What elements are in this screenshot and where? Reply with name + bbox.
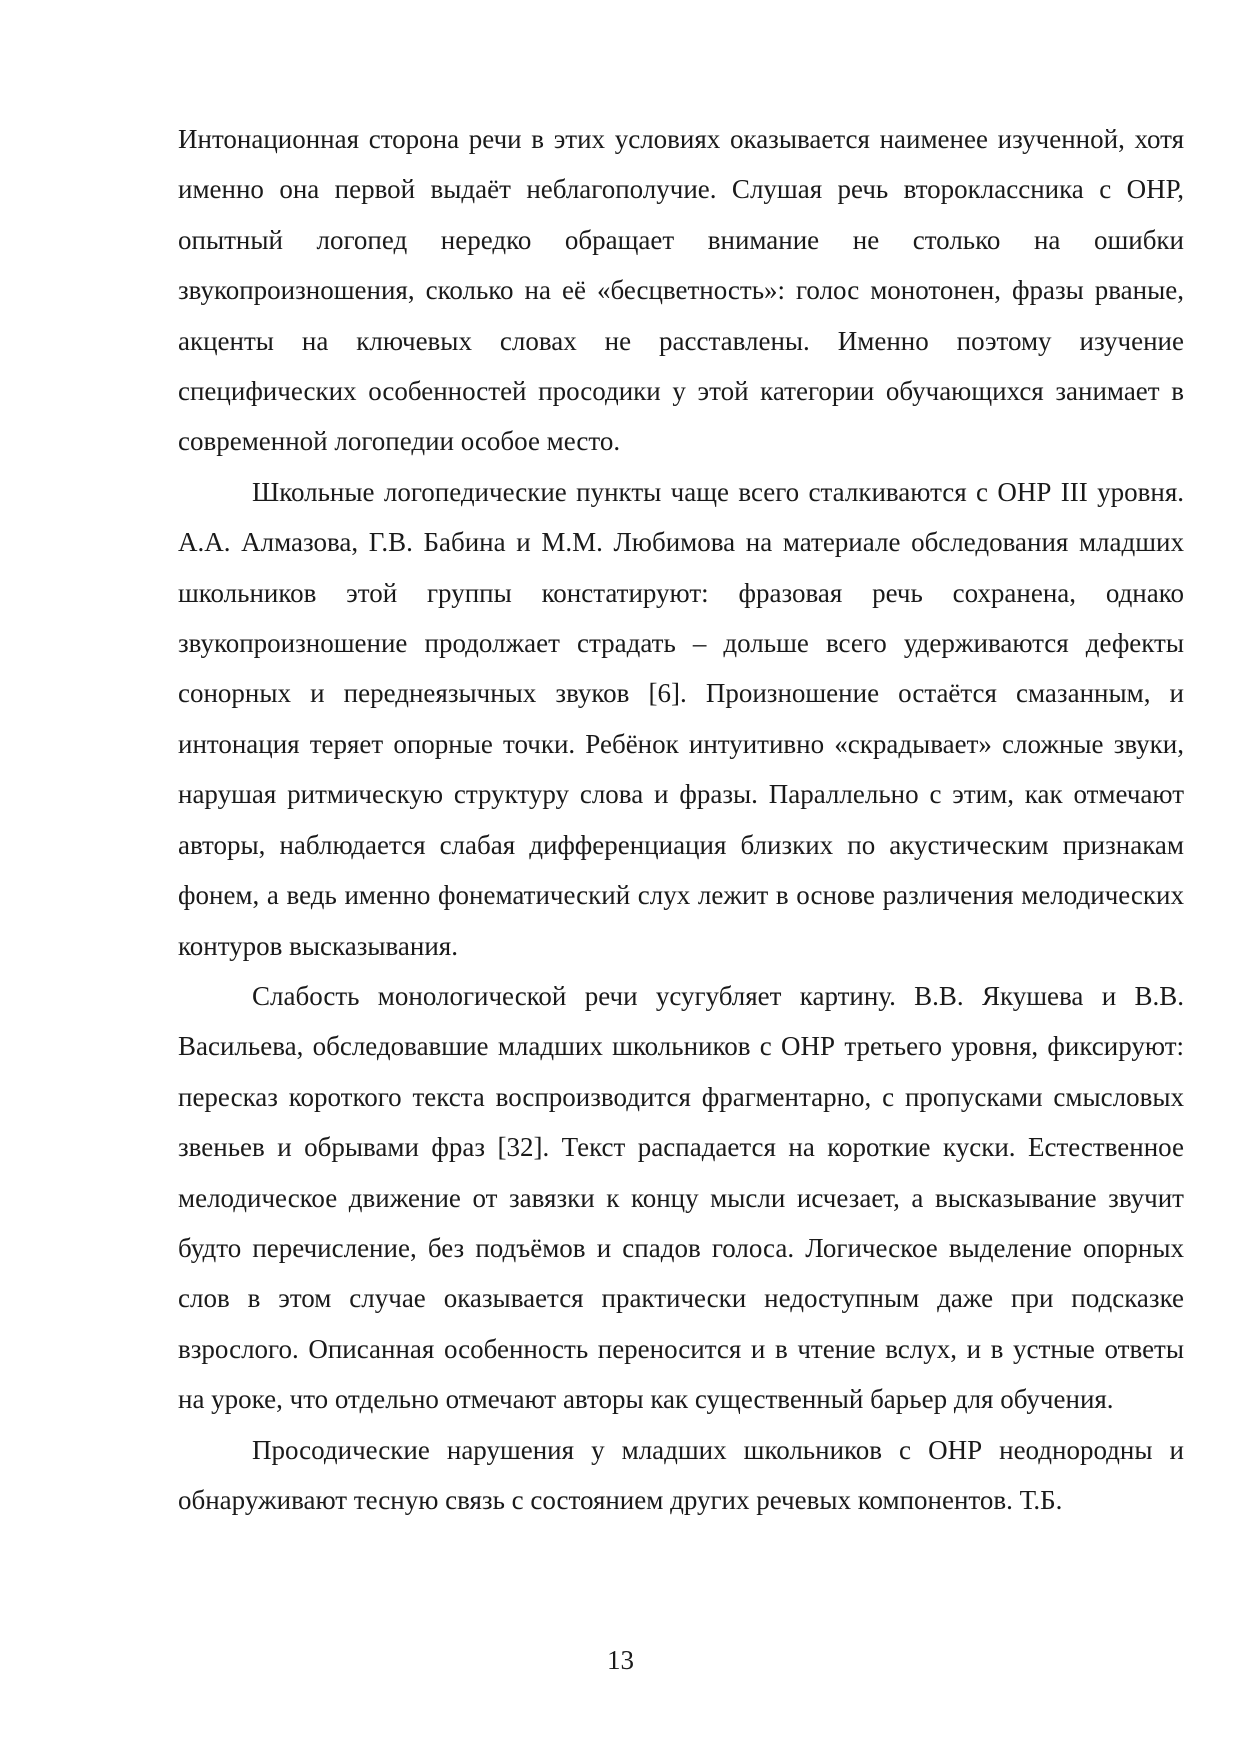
page-number: 13 — [607, 1645, 634, 1675]
paragraph-3: Слабость монологической речи усугубляет картину. В.В. Якушева и В.В. Васильева, обследовавшие младших школьников с ОНР третьего уровня, фиксируют: пересказ короткого текста воспроизводится фрагментарно, с пропусками смысловых звеньев и обрывами фраз [32]. Текст распадается на короткие куски. Естественное мелодическое движение от завязки к концу мысли исчезает, а высказывание звучит будто перечисление, без подъёмов и спадов голоса. Логическое выделение опорных слов в этом случае оказывается практически недоступным даже при подсказке взрослого. Описанная особенность переносится и в чтение вслух, и в устные ответы на уроке, что отдельно отмечают авторы как существенный барьер для обучения. — [178, 980, 1184, 1415]
paragraph-1: Интонационная сторона речи в этих условиях оказывается наименее изученной, хотя именно она первой выдаёт неблагополучие. Слушая речь второклассника с ОНР, опытный логопед нередко обращает внимание не столько на ошибки звукопроизношения, сколько на её «бесцветность»: голос монотонен, фразы рваные, акценты на ключевых словах не расставлены. Именно поэтому изучение специфических особенностей просодики у этой категории обучающихся занимает в современной логопедии особое место. — [178, 124, 1184, 457]
paragraph-4: Просодические нарушения у младших школьников с ОНР неоднородны и обнаруживают тесную связь с состоянием других речевых компонентов. Т.Б. — [178, 1434, 1184, 1515]
body-text — [178, 114, 1184, 1525]
paragraph-2: Школьные логопедические пункты чаще всего сталкиваются с ОНР III уровня. А.А. Алмазова, Г.В. Бабина и М.М. Любимова на материале обследования младших школьников этой группы констатируют: фразовая речь сохранена, однако звукопроизношение продолжает страдать – дольше всего удерживаются дефекты сонорных и переднеязычных звуков [6]. Произношение остаётся смазанным, и интонация теряет опорные точки. Ребёнок интуитивно «скрадывает» сложные звуки, нарушая ритмическую структуру слова и фразы. Параллельно с этим, как отмечают авторы, наблюдается слабая дифференциация близких по акустическим признакам фонем, а ведь именно фонематический слух лежит в основе различения мелодических контуров высказывания. — [178, 476, 1184, 961]
